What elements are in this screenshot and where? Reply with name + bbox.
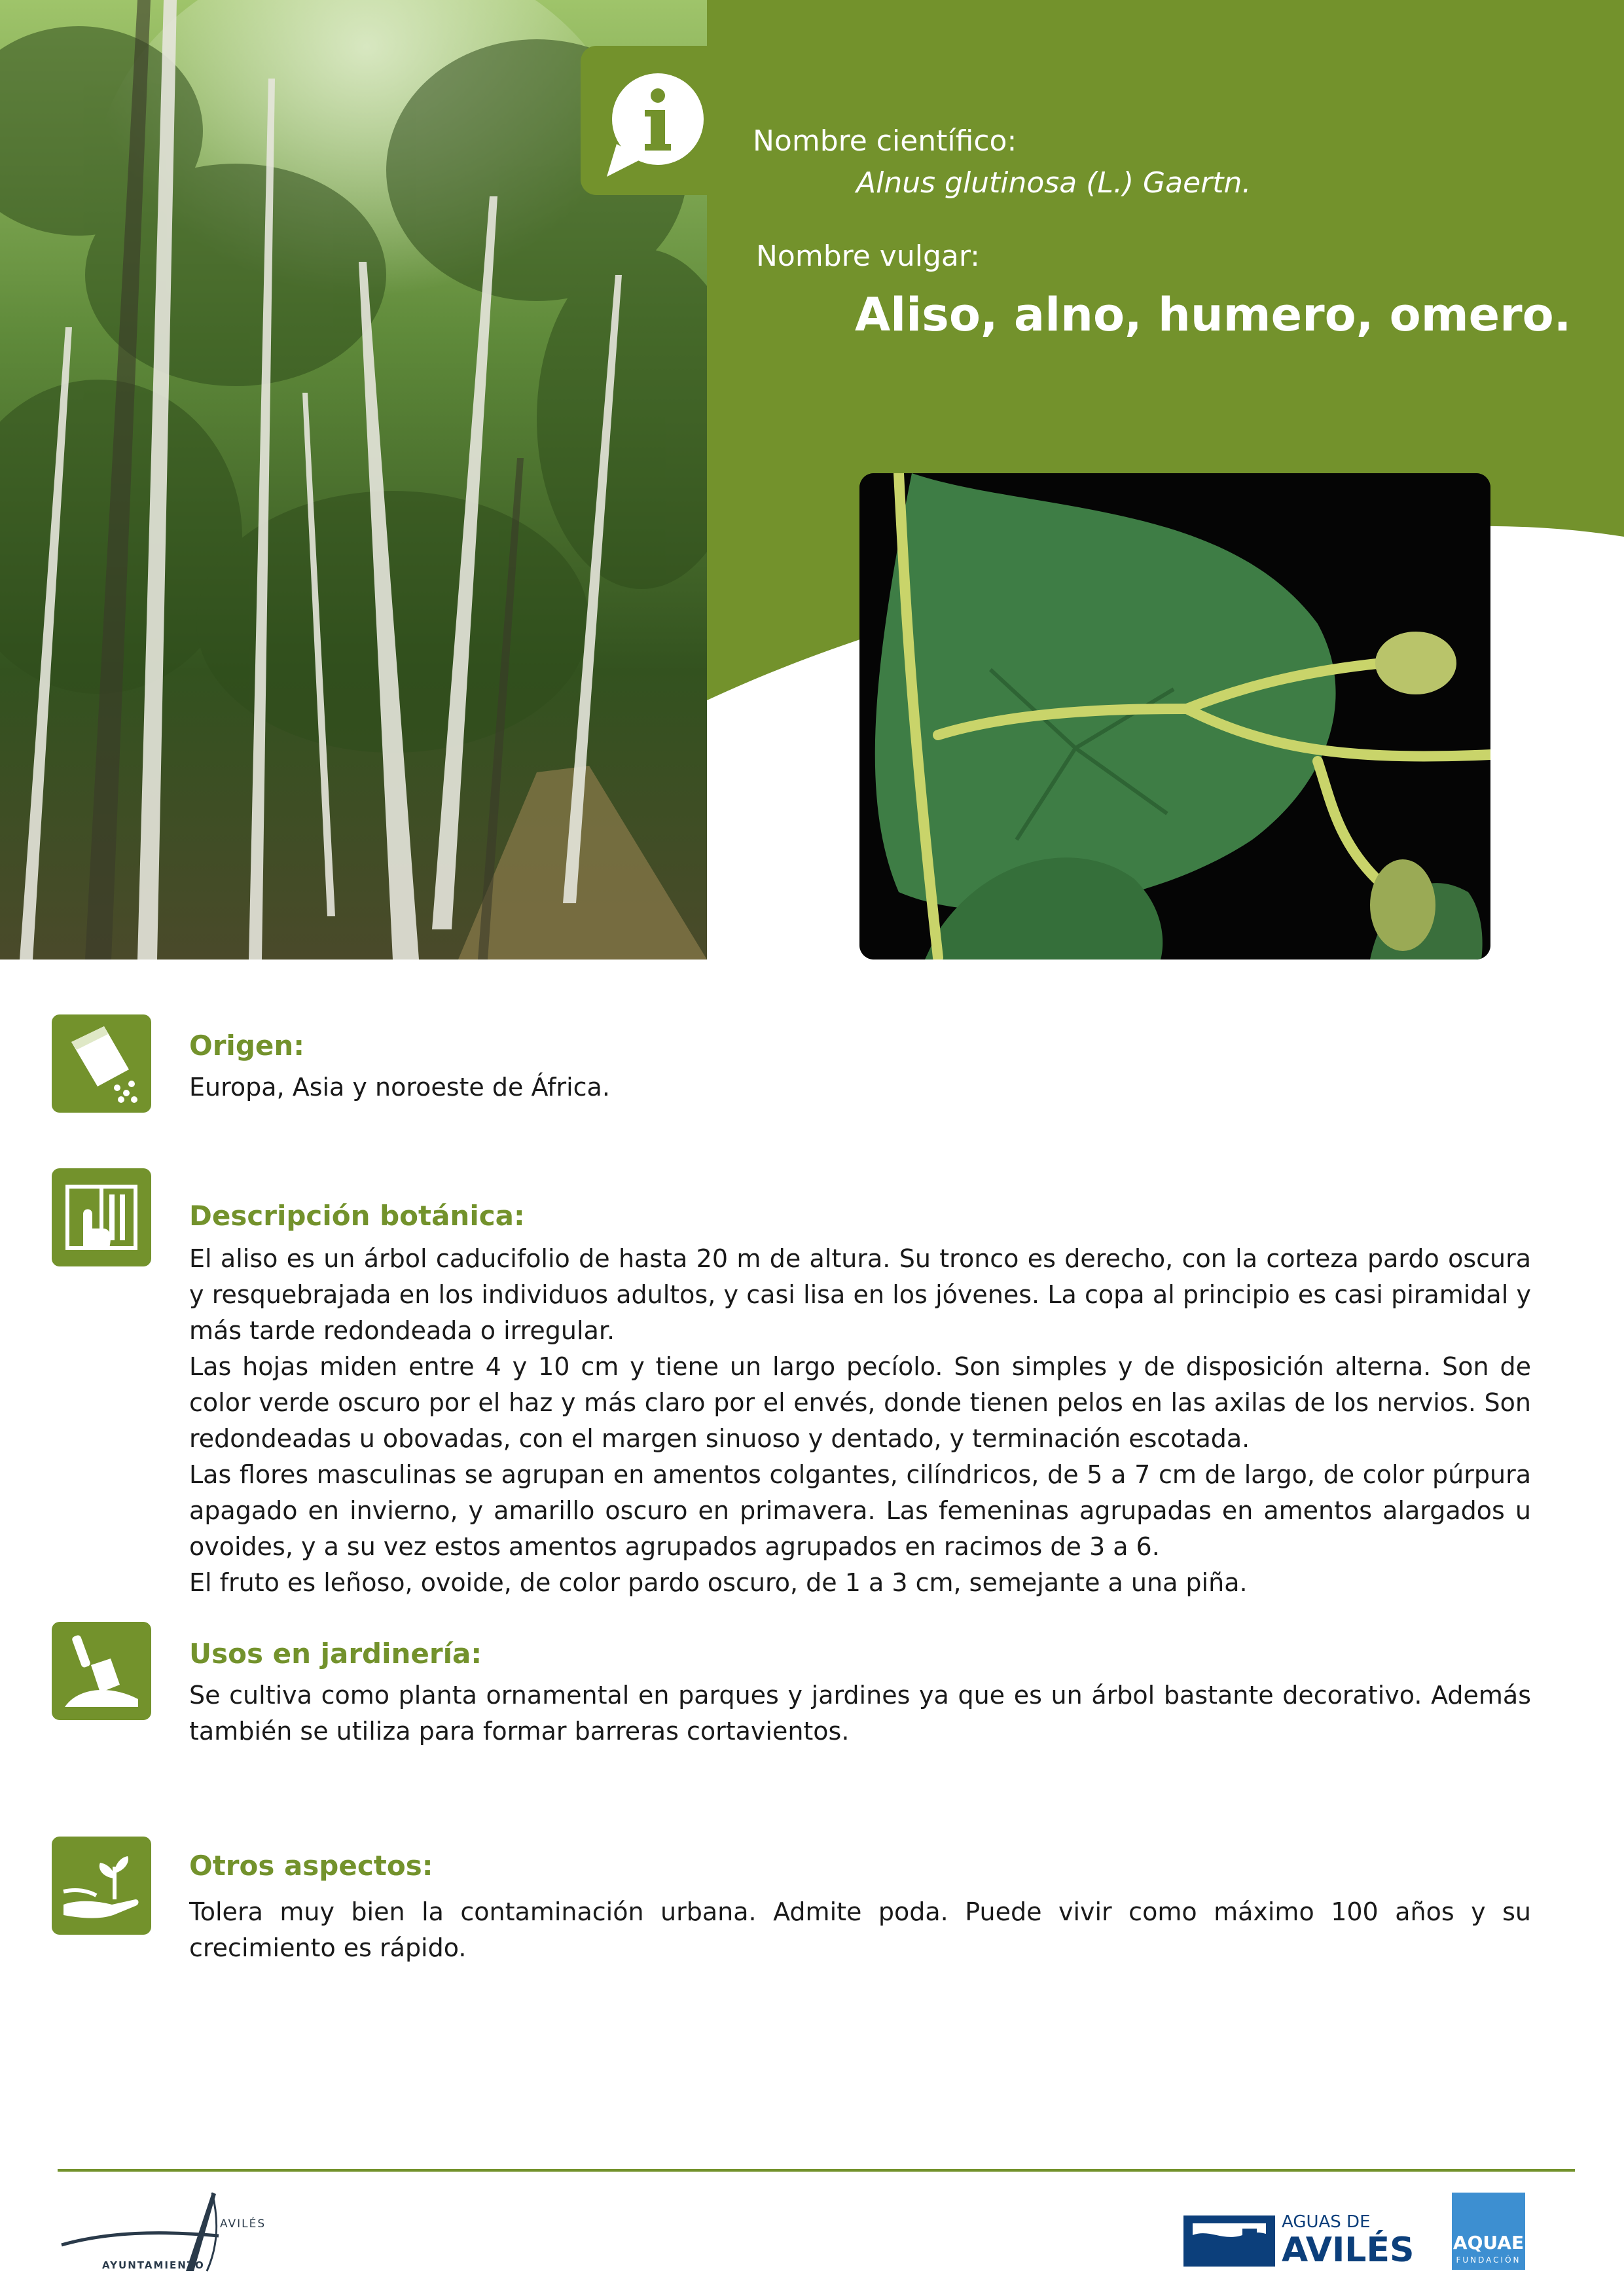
scientific-name: Alnus glutinosa (L.) Gaertn. — [856, 166, 1252, 200]
ayuntamiento-logo-text: AYUNTAMIENTO — [102, 2259, 205, 2271]
description-paragraph: El aliso es un árbol caducifolio de hasta 20 m de altura. Su tronco es derecho, con la corteza pardo oscura y resquebrajada en los individuos adultos, y casi lisa en los jóvenes. La copa al principio es casi piramidal y más tarde redondeada o irregular. — [189, 1244, 1531, 1345]
common-name-label: Nombre vulgar: — [756, 240, 980, 273]
sprout-hand-icon — [52, 1837, 151, 1935]
uses-icon-box — [52, 1622, 151, 1720]
trowel-icon — [52, 1622, 151, 1720]
info-bubble-icon — [581, 46, 741, 195]
aquae-logo-subtext: FUNDACIÓN — [1456, 2255, 1521, 2265]
description-title: Descripción botánica: — [189, 1200, 525, 1232]
other-title: Otros aspectos: — [189, 1850, 433, 1882]
footer-divider — [58, 2169, 1575, 2172]
logo-aguas-de-aviles — [1183, 2212, 1415, 2271]
logo-ayuntamiento-aviles — [55, 2179, 291, 2278]
uses-text: Se cultiva como planta ornamental en parques y jardines ya que es un árbol bastante decorativo. Además también se utiliza para formar barreras cortavientos. — [189, 1681, 1531, 1746]
aquae-logo-text: AQUAE — [1453, 2232, 1525, 2253]
other-icon-box — [52, 1837, 151, 1935]
scientific-name-label: Nombre científico: — [753, 124, 1017, 158]
description-paragraph: Las flores masculinas se agrupan en amentos colgantes, cilíndricos, de 5 a 7 cm de largo, de color púrpura apagado en invierno, y amarillo oscuro en primavera. Las femeninas agrupadas en amentos alargados u ovoides, y a su vez estos amentos agrupados agrupados en racimos de 3 a 6. — [189, 1460, 1531, 1561]
aguas-logo-mark — [1183, 2215, 1275, 2267]
common-name: Aliso, alno, humero, omero. — [855, 288, 1572, 342]
uses-title: Usos en jardinería: — [189, 1638, 482, 1670]
botanical-book-icon — [52, 1168, 151, 1266]
info-tab — [581, 46, 741, 195]
aguas-logo-line2: AVILÉS — [1282, 2231, 1415, 2270]
logo-aquae-fundacion — [1452, 2193, 1525, 2270]
seed-packet-icon — [52, 1014, 151, 1113]
origin-text: Europa, Asia y noroeste de África. — [189, 1073, 610, 1102]
description-text — [189, 1241, 1531, 1601]
aviles-logo-text: AVILÉS — [220, 2217, 266, 2231]
description-paragraph: Las hojas miden entre 4 y 10 cm y tiene un largo pecíolo. Son simples y de disposición alterna. Son de color verde oscuro por el haz y más claro por el envés, donde tienen pelos en las axilas de los nervios. Son redondeadas u obovadas, con el margen sinuoso y dentado, y terminación escotada. — [189, 1352, 1531, 1453]
aguas-logo-line1: AGUAS DE — [1282, 2212, 1371, 2232]
leaf-photo — [859, 473, 1490, 960]
description-paragraph: El fruto es leñoso, ovoide, de color pardo oscuro, de 1 a 3 cm, semejante a una piña. — [189, 1568, 1248, 1597]
origin-icon-box — [52, 1014, 151, 1113]
other-text: Tolera muy bien la contaminación urbana. Admite poda. Puede vivir como máximo 100 años y su crecimiento es rápido. — [189, 1897, 1531, 1962]
origin-title: Origen: — [189, 1030, 305, 1062]
description-icon-box — [52, 1168, 151, 1266]
